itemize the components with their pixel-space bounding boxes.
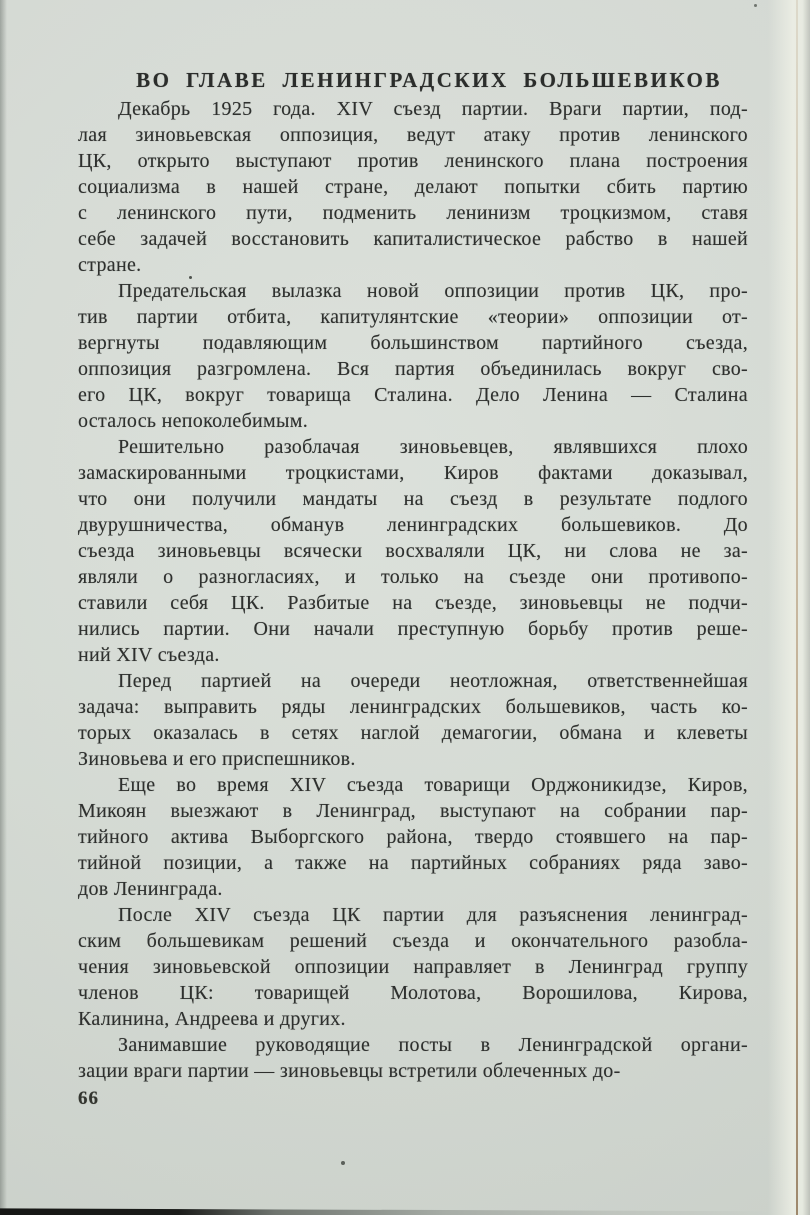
text-line: зации враги партии — зиновьевцы встретили облеченных до-: [78, 1060, 621, 1082]
text-line: торых оказалась в сетях наглой демагогии, обмана и клеветы: [78, 722, 748, 744]
text-line: являли о разногласиях, и только на съезде они противопо-: [78, 566, 748, 588]
text-line: тив партии отбита, капитулянтские «теории» оппозиции от-: [78, 306, 748, 328]
text-line: Перед партией на очереди неотложная, ответственнейшая: [118, 670, 748, 692]
text-line: его ЦК, вокруг товарища Сталина. Дело Ленина — Сталина: [78, 384, 748, 406]
text-line: Калинина, Андреева и других.: [78, 1008, 346, 1030]
text-line: стране.: [78, 254, 142, 276]
paragraph: [78, 902, 748, 1032]
text-line: ставили себя ЦК. Разбитые на съезде, зиновьевцы не подчи-: [78, 592, 748, 614]
paragraph: [78, 96, 748, 278]
scan-speck: [754, 4, 757, 7]
text-line: Занимавшие руководящие посты в Ленинградской органи-: [118, 1034, 748, 1056]
scan-edge-right-highlight: [768, 0, 810, 1215]
text-line: что они получили мандаты на съезд в результате подлого: [78, 488, 748, 510]
scan-speck: [341, 1161, 345, 1165]
text-line: чения зиновьевской оппозиции направляет в Ленинград группу: [78, 956, 748, 978]
text-line: двурушничества, обманув ленинградских большевиков. До: [78, 514, 748, 536]
text-line: лая зиновьевская оппозиция, ведут атаку против ленинского: [78, 124, 748, 146]
text-line: замаскированными троцкистами, Киров фактами доказывал,: [78, 462, 748, 484]
text-line: Еще во время XIV съезда товарищи Орджоникидзе, Киров,: [118, 774, 748, 796]
scan-edge-bottom-bar: [0, 1203, 810, 1215]
paragraph: [78, 772, 748, 902]
paragraph: [78, 1032, 748, 1084]
paragraph: [78, 278, 748, 434]
text-line: дов Ленинграда.: [78, 878, 223, 900]
text-line: ским большевикам решений съезда и окончательного разобла-: [78, 930, 748, 952]
page-number: 66: [78, 1088, 99, 1109]
text-line: членов ЦК: товарищей Молотова, Ворошилова, Кирова,: [78, 982, 748, 1004]
text-line: Декабрь 1925 года. XIV съезд партии. Враги партии, под-: [118, 98, 748, 120]
text-line: с ленинского пути, подменить ленинизм троцкизмом, ставя: [78, 202, 748, 224]
text-line: ний XIV съезда.: [78, 644, 220, 666]
text-line: съезда зиновьевцы всячески восхваляли ЦК, ни слова не за-: [78, 540, 748, 562]
text-line: тийной позиции, а также на партийных собраниях ряда заво-: [78, 852, 748, 874]
text-line: Решительно разоблачая зиновьевцев, являвшихся плохо: [118, 436, 748, 458]
text-line: Микоян выезжают в Ленинград, выступают на собрании пар-: [78, 800, 748, 822]
text-line: Предательская вылазка новой оппозиции против ЦК, про-: [118, 280, 748, 302]
text-line: После XIV съезда ЦК партии для разъяснения ленинград-: [118, 904, 748, 926]
text-line: нились партии. Они начали преступную борьбу против реше-: [78, 618, 748, 640]
page-title: ВО ГЛАВЕ ЛЕНИНГРАДСКИХ БОЛЬШЕВИКОВ: [136, 68, 722, 93]
text-line: социализма в нашей стране, делают попытки сбить партию: [78, 176, 748, 198]
body-text: [78, 96, 748, 1084]
text-line: ЦК, открыто выступают против ленинского плана построения: [78, 150, 748, 172]
text-line: Зиновьева и его приспешников.: [78, 748, 356, 770]
page-edge-line: [796, 0, 798, 1215]
text-line: осталось непоколебимым.: [78, 410, 308, 432]
scan-edge-left-shadow: [0, 0, 7, 1215]
text-line: тийного актива Выборгского района, твердо стоявшего на пар-: [78, 826, 748, 848]
text-line: оппозиция разгромлена. Вся партия объединилась вокруг сво-: [78, 358, 748, 380]
paragraph: [78, 434, 748, 668]
text-line: себе задачей восстановить капиталистическое рабство в нашей: [78, 228, 748, 250]
text-line: вергнуты подавляющим большинством партийного съезда,: [78, 332, 748, 354]
text-line: задача: выправить ряды ленинградских большевиков, часть ко-: [78, 696, 748, 718]
paragraph: [78, 668, 748, 772]
